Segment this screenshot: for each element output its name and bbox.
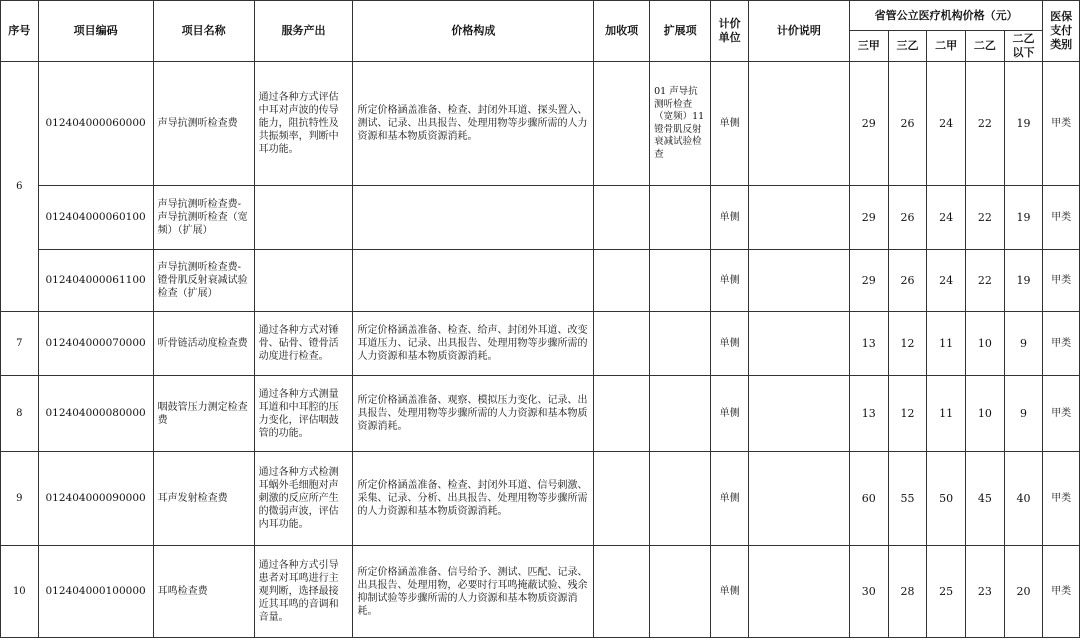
row-output (254, 250, 353, 312)
row-code: 012404000070000 (38, 312, 153, 376)
row-addon (594, 546, 650, 638)
row-addon (594, 62, 650, 186)
row-price-3a: 13 (849, 312, 888, 376)
row-price-3b: 26 (888, 186, 927, 250)
row-seq: 10 (1, 546, 39, 638)
header-price-comp: 价格构成 (353, 1, 594, 62)
row-note (748, 62, 849, 186)
header-output: 服务产出 (254, 1, 353, 62)
row-price-2a: 24 (927, 186, 966, 250)
row-ext (650, 452, 711, 546)
row-price-2a: 11 (927, 376, 966, 452)
row-code: 012404000100000 (38, 546, 153, 638)
row-addon (594, 250, 650, 312)
row-output: 通过各种方式对锤骨、砧骨、镫骨活动度进行检查。 (254, 312, 353, 376)
row-price-2b: 45 (966, 452, 1005, 546)
header-level-3b: 三乙 (888, 31, 927, 62)
row-price-2a: 11 (927, 312, 966, 376)
row-price-2a: 24 (927, 62, 966, 186)
header-addon: 加收项 (594, 1, 650, 62)
row-note (748, 452, 849, 546)
row-insurance: 甲类 (1043, 546, 1080, 638)
row-ext (650, 312, 711, 376)
row-unit: 单侧 (711, 186, 749, 250)
row-seq: 6 (1, 62, 39, 312)
row-name: 耳鸣检查费 (153, 546, 254, 638)
header-row-1 (1, 1, 1080, 31)
row-price-below: 9 (1004, 376, 1043, 452)
header-code: 项目编码 (38, 1, 153, 62)
row-price-below: 9 (1004, 312, 1043, 376)
row-name: 咽鼓管压力测定检查费 (153, 376, 254, 452)
row-insurance: 甲类 (1043, 376, 1080, 452)
row-price-comp: 所定价格涵盖准备、信号给予、测试、匹配、记录、出具报告、处理用物，必要时行耳鸣掩蔽试验、残余抑制试验等步骤所需的人力资源和基本物质资源消耗。 (353, 546, 594, 638)
row-price-3b: 26 (888, 62, 927, 186)
row-name: 耳声发射检查费 (153, 452, 254, 546)
row-price-3b: 26 (888, 250, 927, 312)
header-note: 计价说明 (748, 1, 849, 62)
row-name: 声导抗测听检查费-声导抗测听检查（宽频）（扩展） (153, 186, 254, 250)
row-addon (594, 186, 650, 250)
row-price-2a: 50 (927, 452, 966, 546)
header-name: 项目名称 (153, 1, 254, 62)
table-row (1, 546, 1080, 638)
row-price-comp (353, 250, 594, 312)
row-unit: 单侧 (711, 250, 749, 312)
row-ext: 01 声导抗测听检查（宽频）11 镫骨肌反射衰减试验检查 (650, 62, 711, 186)
row-code: 012404000060000 (38, 62, 153, 186)
row-price-2b: 23 (966, 546, 1005, 638)
table-row (1, 376, 1080, 452)
row-name: 听骨链活动度检查费 (153, 312, 254, 376)
row-price-3a: 60 (849, 452, 888, 546)
table-row (1, 452, 1080, 546)
row-insurance: 甲类 (1043, 186, 1080, 250)
row-ext (650, 186, 711, 250)
row-code: 012404000080000 (38, 376, 153, 452)
header-level-below: 二乙以下 (1004, 31, 1043, 62)
row-note (748, 376, 849, 452)
row-price-comp: 所定价格涵盖准备、检查、封闭外耳道、探头置入、测试、记录、出具报告、处理用物等步骤所需的人力资源和基本物质资源消耗。 (353, 62, 594, 186)
row-price-2b: 22 (966, 250, 1005, 312)
row-price-3a: 13 (849, 376, 888, 452)
row-price-2b: 10 (966, 312, 1005, 376)
row-price-3b: 55 (888, 452, 927, 546)
header-seq: 序号 (1, 1, 39, 62)
row-seq: 7 (1, 312, 39, 376)
row-unit: 单侧 (711, 376, 749, 452)
row-output (254, 186, 353, 250)
row-price-below: 19 (1004, 186, 1043, 250)
row-addon (594, 312, 650, 376)
row-price-2a: 25 (927, 546, 966, 638)
header-level-3a: 三甲 (849, 31, 888, 62)
row-note (748, 186, 849, 250)
row-price-below: 20 (1004, 546, 1043, 638)
row-seq: 8 (1, 376, 39, 452)
table-row (1, 186, 1080, 250)
row-unit: 单侧 (711, 312, 749, 376)
row-price-3a: 30 (849, 546, 888, 638)
row-price-2b: 10 (966, 376, 1005, 452)
row-price-3a: 29 (849, 186, 888, 250)
row-output: 通过各种方式引导患者对耳鸣进行主观判断，选择最接近其耳鸣的音调和音量。 (254, 546, 353, 638)
row-code: 012404000060100 (38, 186, 153, 250)
header-prov-group: 省管公立医疗机构价格（元） (849, 1, 1042, 31)
header-level-2a: 二甲 (927, 31, 966, 62)
row-price-below: 19 (1004, 250, 1043, 312)
row-price-below: 40 (1004, 452, 1043, 546)
row-price-below: 19 (1004, 62, 1043, 186)
table-row (1, 62, 1080, 186)
row-name: 声导抗测听检查费-镫骨肌反射衰减试验检查（扩展） (153, 250, 254, 312)
row-name: 声导抗测听检查费 (153, 62, 254, 186)
row-output: 通过各种方式检测耳蜗外毛细胞对声刺激的反应所产生的微弱声波，评估内耳功能。 (254, 452, 353, 546)
row-price-2b: 22 (966, 62, 1005, 186)
row-price-comp: 所定价格涵盖准备、观察、模拟压力变化、记录、出具报告、处理用物等步骤所需的人力资源和基本物质资源消耗。 (353, 376, 594, 452)
row-note (748, 546, 849, 638)
row-unit: 单侧 (711, 452, 749, 546)
row-note (748, 312, 849, 376)
row-price-3b: 28 (888, 546, 927, 638)
row-seq: 9 (1, 452, 39, 546)
row-note (748, 250, 849, 312)
row-insurance: 甲类 (1043, 250, 1080, 312)
row-ext (650, 250, 711, 312)
row-price-3a: 29 (849, 250, 888, 312)
row-ext (650, 546, 711, 638)
header-unit: 计价单位 (711, 1, 749, 62)
row-insurance: 甲类 (1043, 62, 1080, 186)
row-price-2b: 22 (966, 186, 1005, 250)
row-output: 通过各种方式测量耳道和中耳腔的压力变化，评估咽鼓管的功能。 (254, 376, 353, 452)
table-row (1, 250, 1080, 312)
row-price-comp (353, 186, 594, 250)
row-insurance: 甲类 (1043, 452, 1080, 546)
row-price-3b: 12 (888, 376, 927, 452)
row-unit: 单侧 (711, 546, 749, 638)
header-insurance: 医保支付类别 (1043, 1, 1080, 62)
header-level-2b: 二乙 (966, 31, 1005, 62)
row-output: 通过各种方式评估中耳对声波的传导能力，阻抗特性及共振频率，判断中耳功能。 (254, 62, 353, 186)
row-price-3a: 29 (849, 62, 888, 186)
header-ext: 扩展项 (650, 1, 711, 62)
row-price-comp: 所定价格涵盖准备、检查、封闭外耳道、信号刺激、采集、记录、分析、出具报告、处理用物等步骤所需的人力资源和基本物质资源消耗。 (353, 452, 594, 546)
row-addon (594, 452, 650, 546)
row-unit: 单侧 (711, 62, 749, 186)
row-price-2a: 24 (927, 250, 966, 312)
row-code: 012404000061100 (38, 250, 153, 312)
row-price-comp: 所定价格涵盖准备、检查、给声、封闭外耳道、改变耳道压力、记录、出具报告、处理用物等步骤所需的人力资源和基本物质资源消耗。 (353, 312, 594, 376)
table-row (1, 312, 1080, 376)
row-code: 012404000090000 (38, 452, 153, 546)
row-insurance: 甲类 (1043, 312, 1080, 376)
row-price-3b: 12 (888, 312, 927, 376)
row-addon (594, 376, 650, 452)
row-ext (650, 376, 711, 452)
